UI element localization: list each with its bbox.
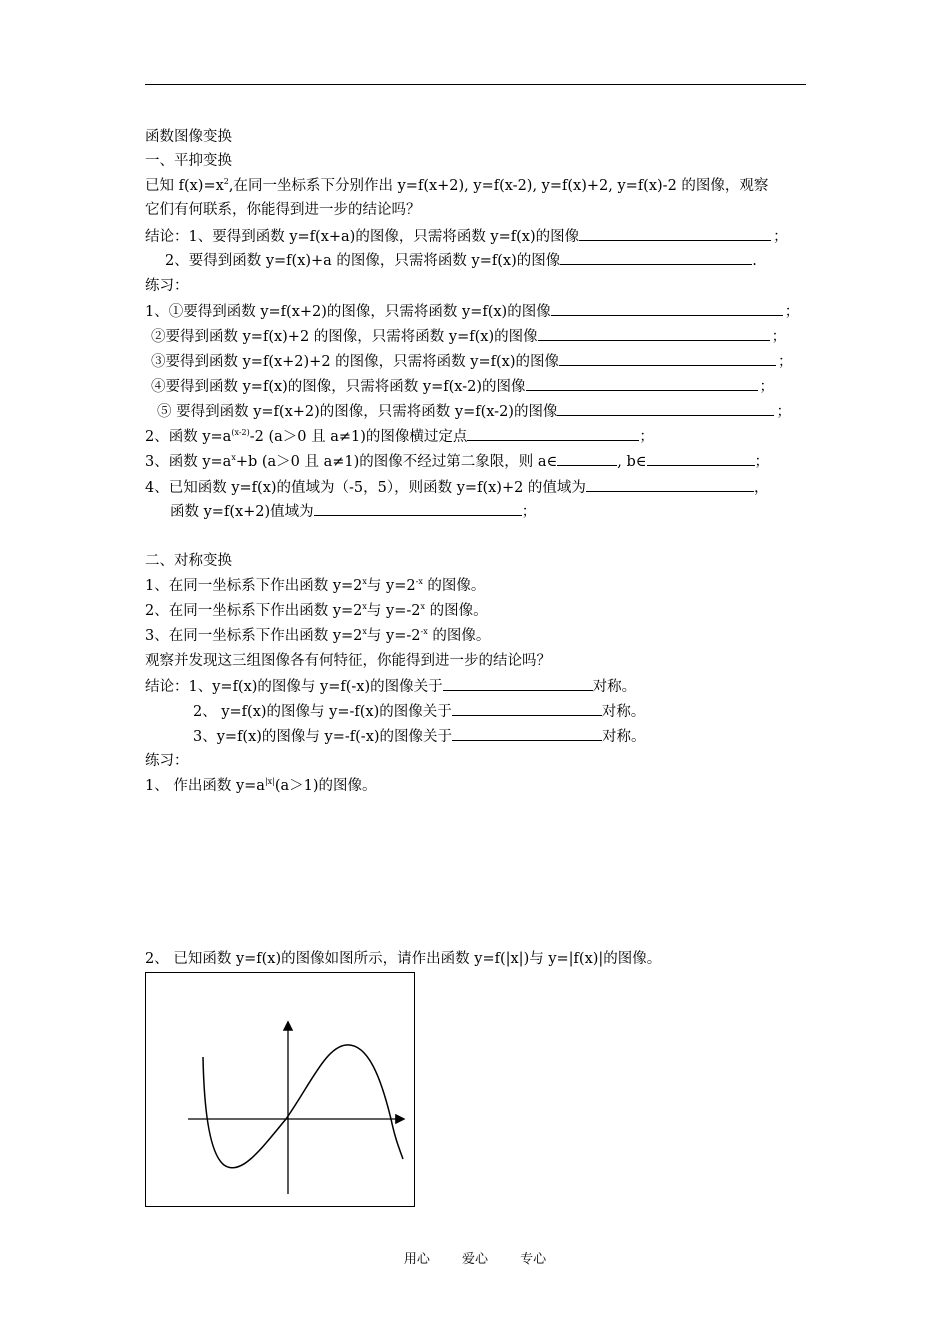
conclusion-1: 结论：1、要得到函数 y=f(x+a)的图像，只需将函数 y=f(x)的图像 ； [145, 226, 788, 247]
answer-blank[interactable] [452, 726, 602, 741]
symmetry-conclusion-3: 3、y=f(x)的图像与 y=-f(-x)的图像关于 对称。 [193, 726, 646, 747]
practice-1a: 1、①要得到函数 y=f(x+2)的图像，只需将函数 y=f(x)的图像 ； [145, 301, 799, 322]
symmetry-q2: 2、在同一坐标系下作出函数 $y=2^x$与 $y=-2^x$ 的图像。 [145, 602, 488, 619]
answer-blank[interactable] [443, 676, 593, 691]
footer-text: 专心 [520, 1252, 547, 1267]
answer-blank[interactable] [467, 426, 639, 441]
answer-blank[interactable] [526, 376, 758, 391]
answer-blank[interactable] [647, 451, 755, 466]
practice-label-2: 练习： [145, 753, 189, 769]
practice-label: 练习： [145, 278, 189, 294]
symmetry-q3: 3、在同一坐标系下作出函数 $y=2^x$与 $y=-2^{-x}$ 的图像。 [145, 627, 491, 644]
answer-blank[interactable] [551, 301, 783, 316]
exercise-2: 2、 已知函数 y=f(x)的图像如图所示，请作出函数 y=f(|x|)与 y=|f(x)|的图像。 [145, 951, 662, 967]
answer-blank[interactable] [559, 351, 776, 366]
practice-1d: ④要得到函数 y=f(x)的图像，只需将函数 y=f(x-2)的图像 ； [151, 376, 774, 397]
practice-1e: ⑤ 要得到函数 y=f(x+2)的图像，只需将函数 y=f(x-2)的图像 ； [157, 401, 791, 422]
answer-blank[interactable] [586, 477, 754, 492]
section2-heading: 二、对称变换 [145, 553, 232, 569]
answer-blank[interactable] [452, 701, 602, 716]
practice-4b: 函数 y=f(x+2)值域为 ； [170, 501, 536, 522]
answer-blank[interactable] [579, 226, 771, 241]
conclusion-2: 2、要得到函数 y=f(x)+a 的图像，只需将函数 y=f(x)的图像 . [165, 250, 757, 271]
answer-blank[interactable] [538, 326, 770, 341]
intro-line-1: 已知 $f(x)=x^2$,在同一坐标系下分别作出 y=f(x+2), y=f(x-2), y=f(x)+2, y=f(x)-2 的图像，观察 [145, 177, 769, 194]
answer-blank[interactable] [314, 501, 522, 516]
footer-text: 用心 [403, 1252, 430, 1267]
answer-blank[interactable] [560, 250, 752, 265]
symmetry-conclusion-2: 2、 y=f(x)的图像与 y=-f(x)的图像关于 对称。 [193, 701, 645, 722]
practice-1b: ②要得到函数 y=f(x)+2 的图像，只需将函数 y=f(x)的图像 ； [151, 326, 786, 347]
function-curve [203, 1045, 403, 1168]
answer-blank[interactable] [557, 451, 617, 466]
section1-heading: 一、平抑变换 [145, 153, 232, 169]
exercise-1: 1、 作出函数 $y=a^{|x|}(a>1)$的图像。 [145, 777, 377, 794]
symmetry-conclusion-1: 结论：1、y=f(x)的图像与 y=f(-x)的图像关于 对称。 [145, 676, 636, 697]
function-graph-figure [145, 972, 415, 1207]
practice-4: 4、已知函数 y=f(x)的值域为（-5，5），则函数 y=f(x)+2 的值域为 ， [145, 477, 768, 498]
page-title: 函数图像变换 [145, 129, 232, 145]
symmetry-q1: 1、在同一坐标系下作出函数 $y=2^x$与 $y=2^{-x}$ 的图像。 [145, 577, 486, 594]
footer-text: 爱心 [461, 1252, 488, 1267]
intro-line-2: 它们有何联系，你能得到进一步的结论吗？ [145, 202, 421, 218]
page-footer [0, 1248, 950, 1267]
practice-3: 3、函数 $y=a^x+b$ (a＞0 且 a≠1)的图像不经过第二象限，则 a∈ , b∈ ； [145, 453, 770, 470]
header-rule [145, 84, 806, 85]
practice-1c: ③要得到函数 y=f(x+2)+2 的图像，只需将函数 y=f(x)的图像 ； [151, 351, 792, 372]
practice-2: 2、函数 $y=a^{(x-2)}-2$ (a＞0 且 a≠1)的图像横过定点 ； [145, 428, 654, 445]
observe-question: 观察并发现这三组图像各有何特征，你能得到进一步的结论吗？ [145, 653, 551, 669]
function-graph [146, 973, 414, 1206]
answer-blank[interactable] [557, 401, 774, 416]
